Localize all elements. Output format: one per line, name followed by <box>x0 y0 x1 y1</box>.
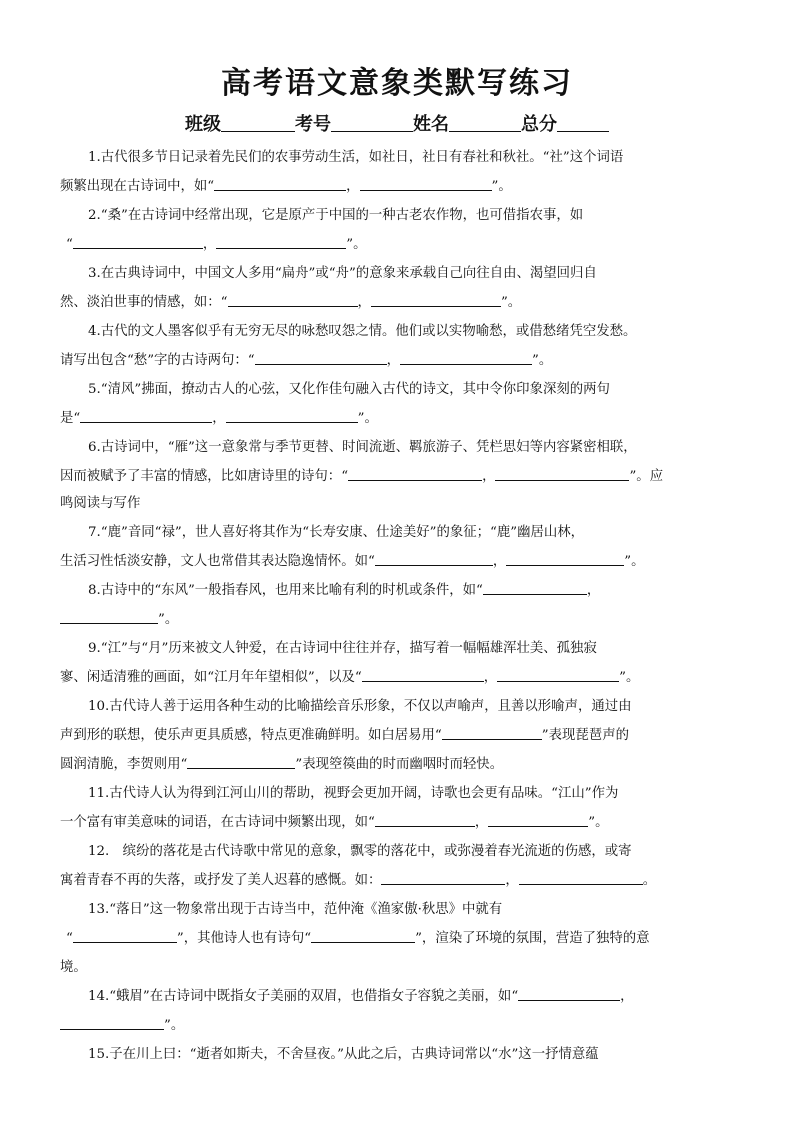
question-3-line-1: 3.在古典诗词中，中国文人多用“扁舟”或“舟”的意象来承载自己向往自由、渴望回归自 <box>88 266 597 281</box>
question-13-line-2: “ ”，其他诗人也有诗句“ ”，渲染了环境的氛围，营造了独特的意 <box>66 931 650 946</box>
answer-blank[interactable] <box>80 409 212 423</box>
question-14-line-2: ”。 <box>60 1016 184 1036</box>
answer-blank[interactable] <box>381 871 505 885</box>
score-label: 总分 <box>521 114 557 135</box>
answer-blank[interactable] <box>506 552 624 566</box>
answer-blank[interactable] <box>375 813 475 827</box>
answer-blank[interactable] <box>519 871 643 885</box>
question-6-line-3: 鸣阅读与写作 <box>60 496 141 511</box>
question-5-line-1: 5.“清风”拂面，撩动古人的心弦，又化作佳句融入古代的诗文，其中令你印象深刻的两句 <box>88 382 610 397</box>
page-title: 高考语文意象类默写练习 <box>221 66 573 101</box>
answer-blank[interactable] <box>226 409 358 423</box>
answer-blank[interactable] <box>400 351 532 365</box>
question-11-line-1: 11.古代诗人认为得到江河山川的帮助，视野会更加开阔，诗歌也会更有品味。“江山”作为 <box>88 786 619 801</box>
question-13-line-1: 13.“落日”这一物象常出现于古诗当中，范仲淹《渔家傲·秋思》中就有 <box>88 902 503 917</box>
question-10-line-3: 圆润清脆，李贺则用“ ”表现箜篌曲的时而幽咽时而轻快。 <box>60 757 504 772</box>
question-15-line-1: 15.子在川上曰：“逝者如斯夫，不舍昼夜。”从此之后，古典诗词常以“水”这一抒情意蕴 <box>88 1047 599 1062</box>
student-info-row <box>0 110 794 136</box>
exam-no-label: 考号 <box>295 114 331 135</box>
question-12-line-1: 12. 缤纷的落花是古代诗歌中常见的意象，飘零的落花中，或弥漫着春光流逝的伤感，或寄 <box>88 844 632 859</box>
question-6-line-2: 因而被赋予了丰富的情感，比如唐诗里的诗句：“ ， ”。应 <box>60 469 664 484</box>
question-8-line-1: 8.古诗中的“东风”一般指春风，也用来比喻有利的时机或条件，如“ ， <box>88 583 601 598</box>
question-13-line-3: 境。 <box>60 960 87 975</box>
question-4-line-2: 请写出包含“愁”字的古诗两句：“ ， ”。 <box>60 353 553 368</box>
question-12-line-2: 寓着青春不再的失落，或抒发了美人迟暮的感慨。如： ， 。 <box>60 873 657 888</box>
question-2-line-1: 2.“桑”在古诗词中经常出现，它是原产于中国的一种古老农作物，也可借指农事，如 <box>88 208 584 223</box>
question-9-line-2: 寥、闲适清雅的画面，如“江月年年望相似”，以及“ ， ”。 <box>60 670 640 685</box>
class-label: 班级 <box>185 114 221 135</box>
answer-blank[interactable] <box>360 177 492 191</box>
question-14-line-1: 14.“蛾眉”在古诗词中既指女子美丽的双眉，也借指女子容貌之美丽，如“ ， <box>88 989 634 1004</box>
answer-blank[interactable] <box>495 467 629 481</box>
answer-blank[interactable] <box>371 293 501 307</box>
answer-blank[interactable] <box>375 552 493 566</box>
answer-blank[interactable] <box>228 293 358 307</box>
question-3-line-2: 然、淡泊世事的情感，如：“ ， ”。 <box>60 295 522 310</box>
answer-blank[interactable] <box>255 351 387 365</box>
question-10-line-2: 声到形的联想，使乐声更具质感，特点更准确鲜明。如白居易用“ ”表现琵琶声的 <box>60 728 629 743</box>
question-7-line-2: 生活习性恬淡安静，文人也常借其表达隐逸情怀。如“ ， ”。 <box>60 554 645 569</box>
answer-blank[interactable] <box>348 467 482 481</box>
question-11-line-2: 一个富有审美意味的词语，在古诗词中频繁出现，如“ ， ”。 <box>60 815 609 830</box>
class-blank[interactable] <box>221 115 295 132</box>
answer-blank[interactable] <box>214 177 346 191</box>
question-5-line-2: 是“ ， ”。 <box>60 411 378 426</box>
answer-blank[interactable] <box>518 987 620 1001</box>
answer-blank[interactable] <box>362 668 484 682</box>
answer-blank[interactable] <box>311 929 415 943</box>
exam-no-blank[interactable] <box>331 115 413 132</box>
answer-blank[interactable] <box>216 235 346 249</box>
answer-blank[interactable] <box>60 1016 164 1030</box>
question-7-line-1: 7.“鹿”音同“禄”，世人喜好将其作为“长寿安康、仕途美好”的象征；“鹿”幽居山林， <box>88 525 585 540</box>
question-4-line-1: 4.古代的文人墨客似乎有无穷无尽的咏愁叹怨之情。他们或以实物喻愁，或借愁绪凭空发愁。 <box>88 324 637 339</box>
question-1-line-2: 频繁出现在古诗词中，如“ ， ”。 <box>60 179 512 194</box>
answer-blank[interactable] <box>60 610 158 624</box>
answer-blank[interactable] <box>442 726 542 740</box>
name-blank[interactable] <box>449 115 521 132</box>
question-10-line-1: 10.古代诗人善于运用各种生动的比喻描绘音乐形象，不仅以声喻声，且善以形喻声，通过由 <box>88 699 632 714</box>
answer-blank[interactable] <box>187 755 295 769</box>
answer-blank[interactable] <box>483 581 587 595</box>
answer-blank[interactable] <box>73 929 177 943</box>
question-8-line-2: ”。 <box>60 610 178 630</box>
question-9-line-1: 9.“江”与“月”历来被文人钟爱，在古诗词中往往并存，描写着一幅幅雄浑壮美、孤独寂 <box>88 641 597 656</box>
name-label: 姓名 <box>413 114 449 135</box>
answer-blank[interactable] <box>497 668 619 682</box>
answer-blank[interactable] <box>488 813 588 827</box>
answer-blank[interactable] <box>73 235 203 249</box>
question-2-line-2: “ ， ”。 <box>66 237 367 252</box>
question-6-line-1: 6.古诗词中，“雁”这一意象常与季节更替、时间流逝、羁旅游子、凭栏思妇等内容紧密相联， <box>88 440 637 455</box>
score-blank[interactable] <box>557 115 609 132</box>
question-1-line-1: 1.古代很多节日记录着先民们的农事劳动生活，如社日，社日有春社和秋社。“社”这个词语 <box>88 150 624 165</box>
